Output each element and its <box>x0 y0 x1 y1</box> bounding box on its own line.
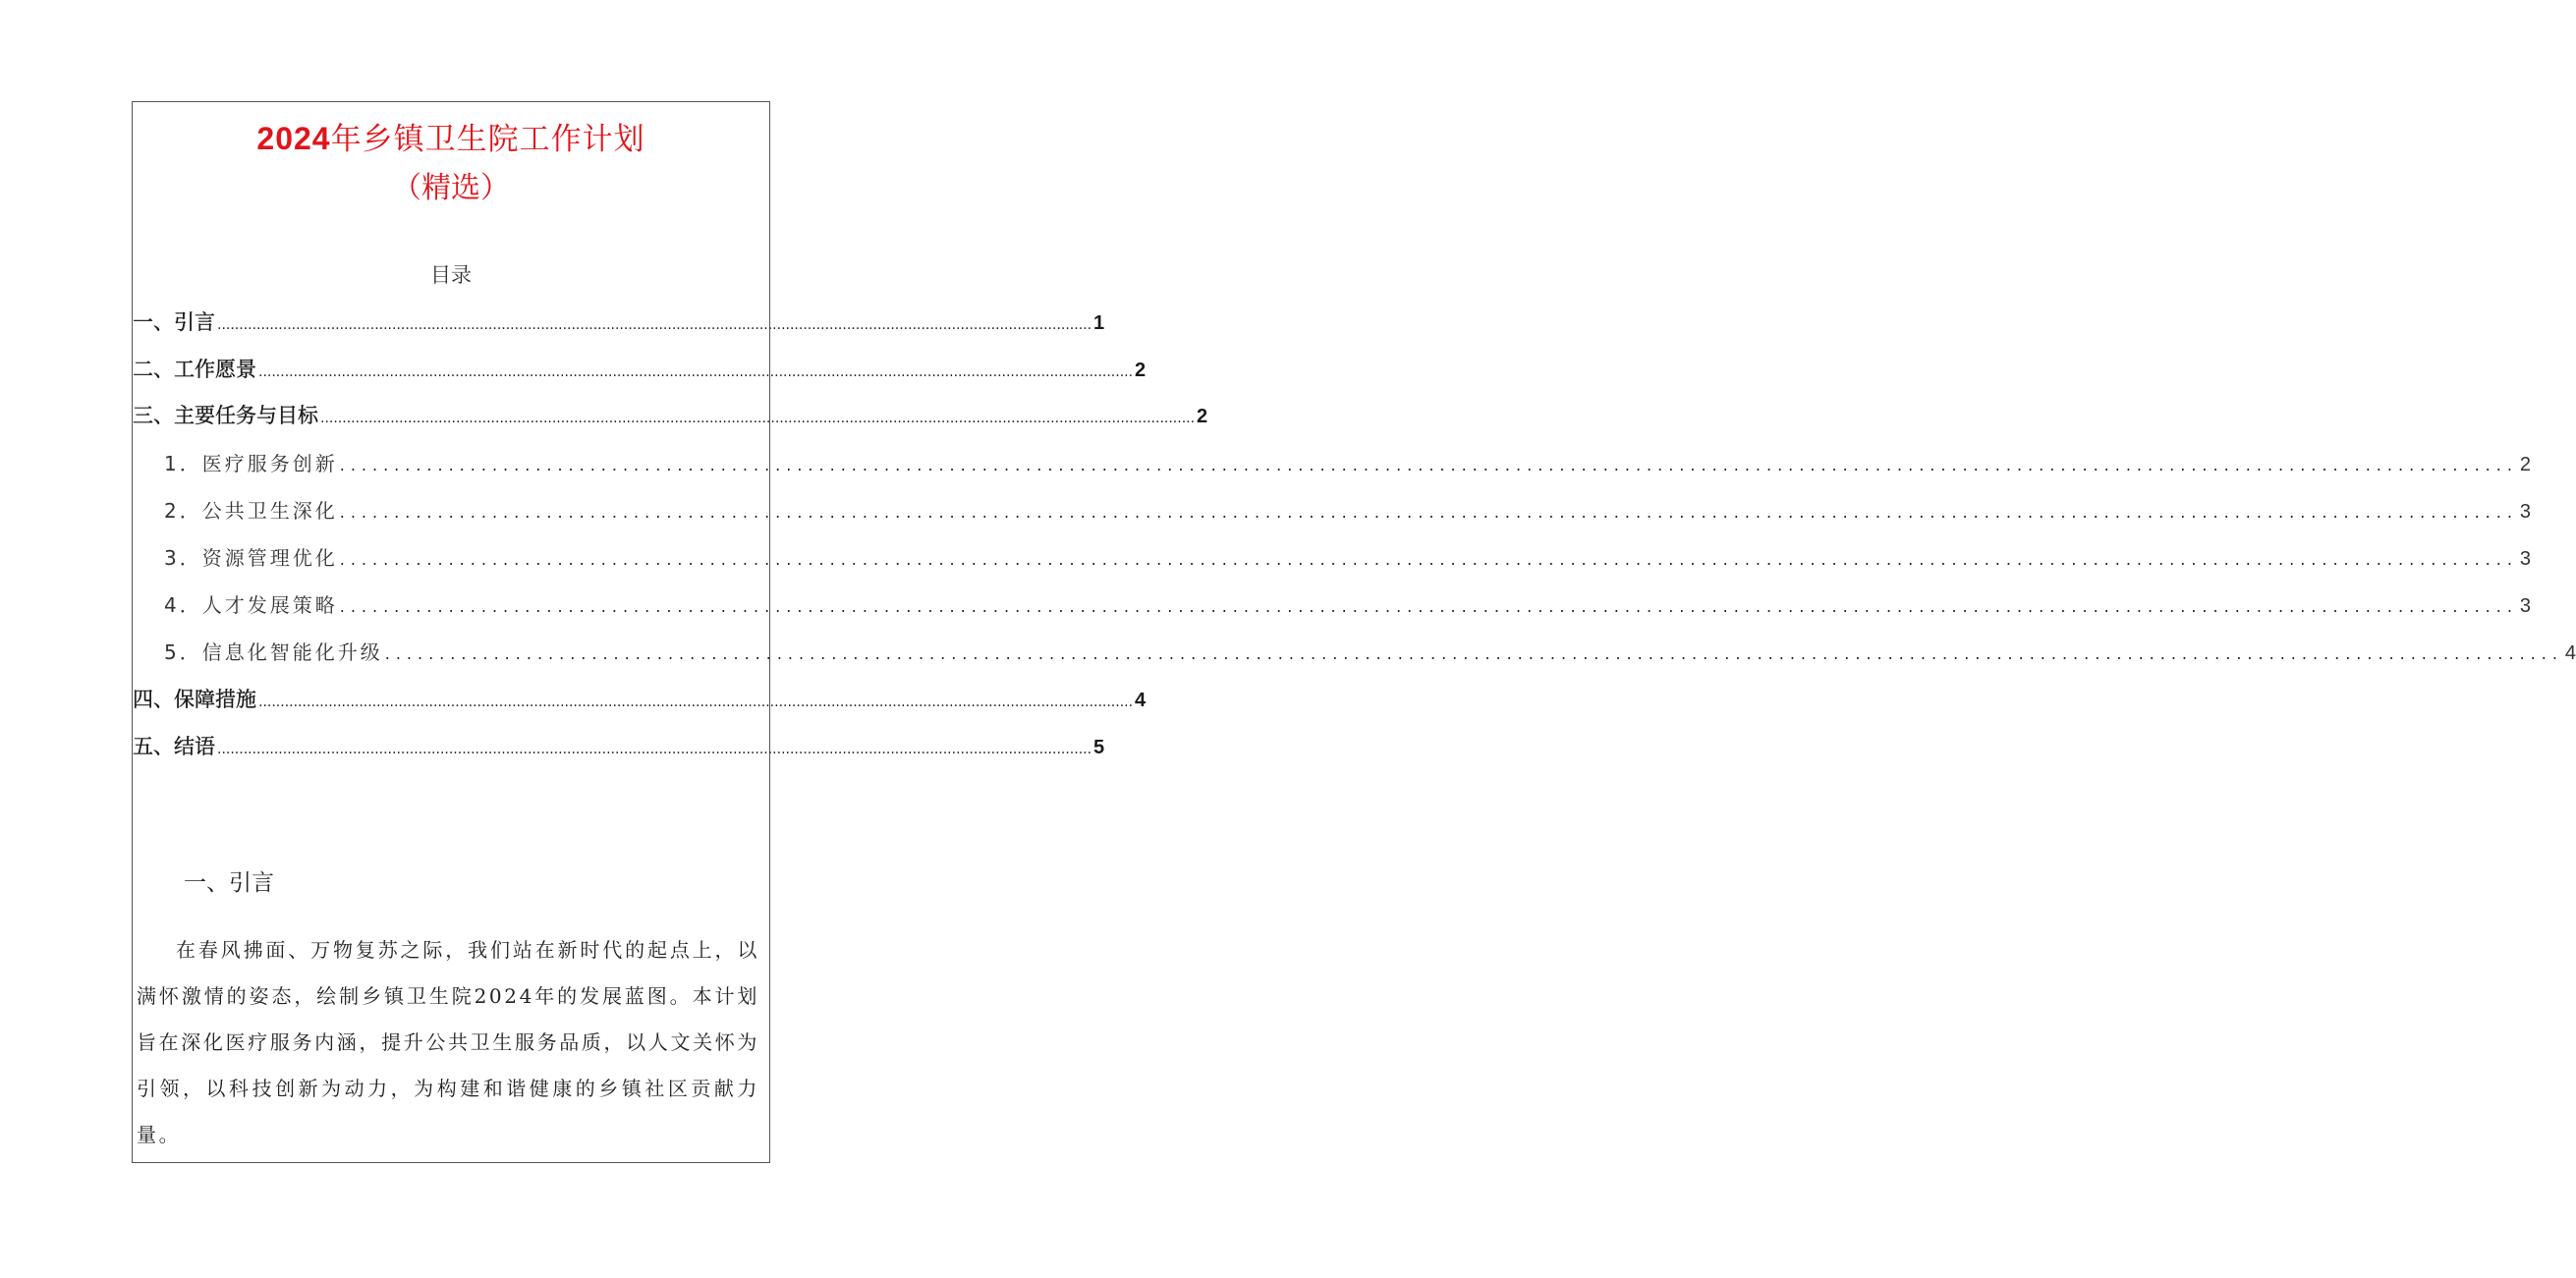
toc-entry-label: 四、保障措施 <box>133 688 256 711</box>
toc-entry-page: 2 <box>1197 406 1208 427</box>
toc-leader-dots: ........................................................................................................................................................................................................ <box>217 742 1092 757</box>
title-year: 2024 <box>256 121 331 156</box>
toc-heading: 目录 <box>430 263 472 287</box>
toc-entry-label: 1．医疗服务创新 <box>164 452 338 475</box>
toc-leader-dots: ........................................................................................................................................................................................................ <box>258 695 1134 710</box>
section-paragraph: 在春风拂面、万物复苏之际，我们站在新时代的起点上，以满怀激情的姿态，绘制乡镇卫生院2024年的发展蓝图。本计划旨在深化医疗服务内涵，提升公共卫生服务品质，以人文关怀为引领，以科技创新为动力，为构建和谐健康的乡镇社区贡献力量。 <box>137 938 759 1146</box>
toc-entry-page: 4 <box>2564 642 2576 664</box>
toc-entry-page: 3 <box>2519 595 2532 617</box>
toc-entry-page: 3 <box>2519 501 2532 523</box>
section-heading: 一、引言 <box>184 870 274 896</box>
toc-leader-dots: ........................................................................................................................................................................................................ <box>384 644 2563 663</box>
toc-entry[interactable] <box>133 354 1147 383</box>
toc-entry-page: 2 <box>2519 454 2532 475</box>
document-subtitle: （精选） <box>392 171 510 205</box>
title-text: 年乡镇卫生院工作计划 <box>330 122 645 157</box>
toc-leader-dots: ........................................................................................................................................................................................................ <box>339 597 2518 616</box>
toc-entry-page: 5 <box>1093 737 1105 758</box>
toc-entry[interactable] <box>133 542 2532 571</box>
toc-entry-page: 3 <box>2519 548 2532 570</box>
toc-entry[interactable] <box>133 684 1147 713</box>
toc-leader-dots: ........................................................................................................................................................................................................ <box>339 456 2518 474</box>
toc-entry-label: 一、引言 <box>133 310 215 334</box>
toc-entry-label: 二、工作愿景 <box>133 358 256 381</box>
toc-entry[interactable] <box>133 637 2576 665</box>
toc-entry[interactable] <box>133 448 2532 476</box>
toc-entry-label: 4．人才发展策略 <box>164 593 338 617</box>
toc-entry-page: 1 <box>1093 312 1105 334</box>
toc-entry[interactable] <box>133 731 1105 760</box>
toc-entry-label: 五、结语 <box>133 735 215 758</box>
document-frame <box>132 101 2576 1163</box>
toc-leader-dots: ........................................................................................................................................................................................................ <box>320 411 1196 426</box>
toc-entry-page: 4 <box>1135 690 1147 711</box>
document-title <box>133 114 769 158</box>
toc-leader-dots: ........................................................................................................................................................................................................ <box>339 503 2518 522</box>
toc-entry-label: 三、主要任务与目标 <box>133 404 318 427</box>
toc-entry-label: 3．资源管理优化 <box>164 546 338 570</box>
toc-entry[interactable] <box>133 589 2532 618</box>
toc-entry-label: 2．公共卫生深化 <box>164 499 338 523</box>
toc-leader-dots: ........................................................................................................................................................................................................ <box>217 317 1092 333</box>
toc-entry-label: 5．信息化智能化升级 <box>164 640 383 664</box>
toc-entry-page: 2 <box>1135 360 1147 381</box>
toc-leader-dots: ........................................................................................................................................................................................................ <box>339 550 2518 569</box>
toc-entry[interactable] <box>133 495 2532 524</box>
toc-leader-dots: ........................................................................................................................................................................................................ <box>258 364 1134 380</box>
toc-entry[interactable] <box>133 306 1105 336</box>
toc-entry[interactable] <box>133 400 1208 429</box>
